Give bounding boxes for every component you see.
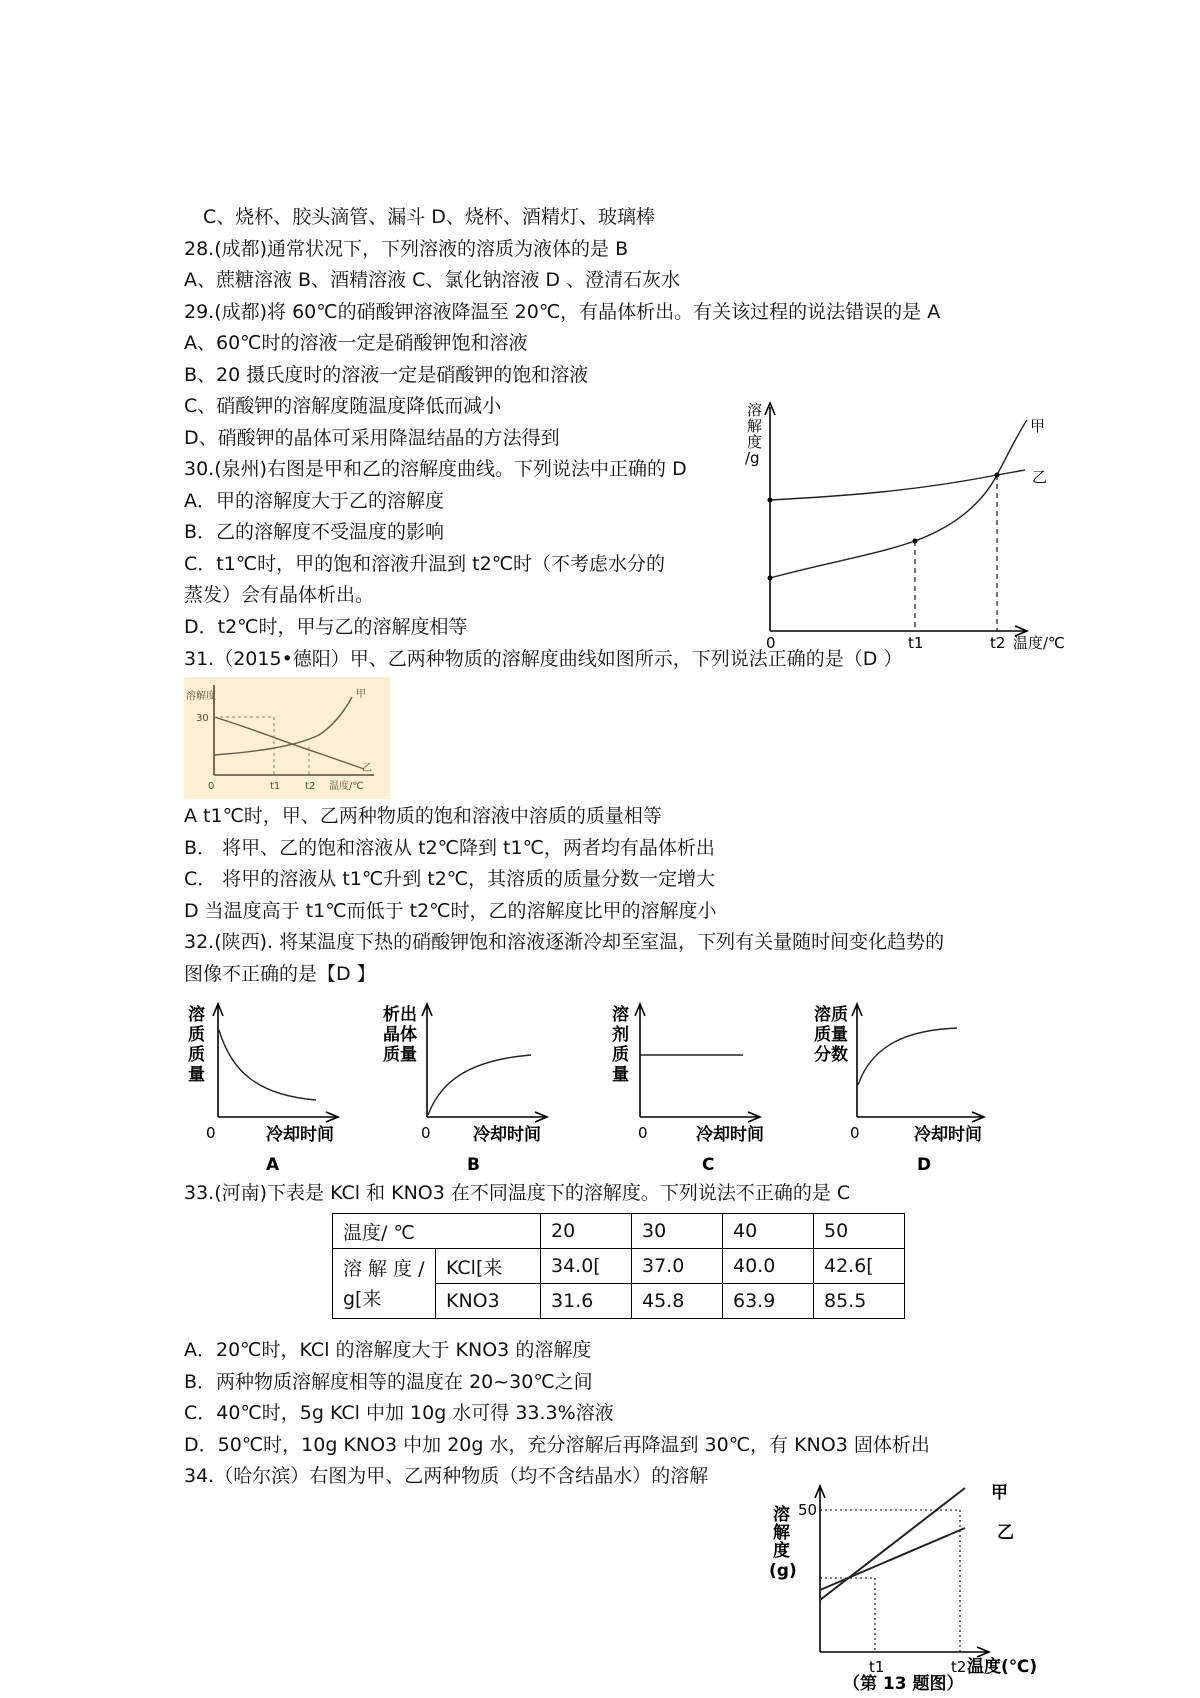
q32d-curve — [858, 1028, 957, 1085]
q29-option-a: A、60℃时的溶液一定是硝酸钾饱和溶液 — [184, 332, 528, 354]
q34-label-jia: 甲 — [991, 1483, 1008, 1503]
q30-ylabel-1: 溶 — [747, 401, 763, 419]
q28-options: A、蔗糖溶液 B、酒精溶液 C、氯化钠溶液 D 、澄清石灰水 — [184, 269, 681, 291]
q31-tick-30: 30 — [196, 713, 209, 724]
q30-ylabel-2: 解 — [747, 417, 763, 435]
q32a-letter: A — [266, 1155, 280, 1175]
table-cell: 85.5 — [814, 1284, 905, 1319]
q28-stem: 28.(成都)通常状况下，下列溶液的溶质为液体的是 B — [184, 238, 629, 260]
table-cell: 37.0 — [632, 1249, 723, 1284]
q31-label-yi: 乙 — [362, 763, 372, 774]
q31-ylabel: 溶解度 — [186, 691, 216, 702]
q32c-origin: 0 — [638, 1124, 648, 1142]
q34-tick-t1: t1 — [869, 1658, 885, 1676]
q30-stem: 30.(泉州)右图是甲和乙的溶解度曲线。下列说法中正确的 D — [184, 458, 687, 480]
q30-option-b: B．乙的溶解度不受温度的影响 — [184, 521, 445, 543]
q32d-ylabel-2: 质量 — [814, 1025, 848, 1045]
table-row — [333, 1249, 905, 1284]
q31-solubility-chart — [184, 677, 390, 799]
q33-option-d: D．50℃时，10g KNO3 中加 20g 水，充分溶解后再降温到 30℃，有 KNO3 固体析出 — [184, 1434, 930, 1456]
q30-ylabel-4: /g — [745, 449, 760, 467]
q29-option-b: B、20 摄氏度时的溶液一定是硝酸钾的饱和溶液 — [184, 364, 589, 386]
q34-xlabel: 温度(℃) — [967, 1657, 1038, 1677]
table-cell: 45.8 — [632, 1284, 723, 1319]
q34-tick-t2: t2 — [951, 1658, 967, 1676]
q34-ylabel-3: 度 — [773, 1541, 790, 1561]
q30-curve-yi — [770, 470, 1025, 500]
q31-option-c: C． 将甲的溶液从 t1℃升到 t2℃，其溶质的质量分数一定增大 — [184, 868, 716, 890]
q30-tick-t1: t1 — [908, 634, 924, 652]
q32a-ylabel-4: 量 — [188, 1065, 205, 1085]
q33-solubility-table — [332, 1213, 905, 1319]
q34-ylabel-4: (g) — [769, 1561, 797, 1581]
q32c-ylabel-4: 量 — [612, 1065, 629, 1085]
q30-label-jia: 甲 — [1030, 417, 1046, 435]
q32b-ylabel-2: 晶体 — [383, 1025, 417, 1045]
q31-xlabel: 温度/℃ — [329, 781, 364, 792]
table-rowgroup-label: 溶 解 度 /g[来 — [333, 1249, 436, 1319]
table-header-row — [333, 1214, 905, 1249]
q31-origin: 0 — [208, 781, 215, 792]
q27-options-line: C、烧杯、胶头滴管、漏斗 D、烧杯、酒精灯、玻璃棒 — [203, 206, 655, 228]
q32c-letter: C — [702, 1155, 715, 1175]
q32a-curve — [219, 1030, 316, 1100]
table-header-cell: 30 — [632, 1214, 723, 1249]
q31-stem: 31.（2015•德阳）甲、乙两种物质的溶解度曲线如图所示，下列说法正确的是（D ） — [184, 648, 903, 670]
q34-stem: 34.（哈尔滨）右图为甲、乙两种物质（均不含结晶水）的溶解 — [184, 1465, 709, 1487]
table-header-cell: 20 — [541, 1214, 632, 1249]
q32d-ylabel-3: 分数 — [814, 1045, 848, 1065]
q31-tick-t1: t1 — [270, 781, 281, 792]
q31-label-jia: 甲 — [356, 689, 366, 700]
q32d-ylabel-1: 溶质 — [814, 1005, 848, 1025]
q32b-letter: B — [467, 1155, 480, 1175]
q30-solubility-chart — [735, 395, 1065, 652]
q32-graph-d — [812, 1000, 997, 1175]
q32-stem-line1: 32.(陕西). 将某温度下热的硝酸钾饱和溶液逐渐冷却至室温，下列有关量随时间变化趋势的 — [184, 931, 945, 953]
table-cell: 42.6[ — [814, 1249, 905, 1284]
q32c-ylabel-1: 溶 — [612, 1005, 629, 1025]
q31-tick-t2: t2 — [305, 781, 316, 792]
table-row-name: KNO3 — [436, 1284, 541, 1319]
q30-ylabel-3: 度 — [747, 433, 763, 451]
q34-solubility-chart — [765, 1480, 1055, 1694]
table-cell: 40.0 — [723, 1249, 814, 1284]
q32b-ylabel-3: 质量 — [383, 1045, 417, 1065]
q29-stem: 29.(成都)将 60℃的硝酸钾溶液降温至 20℃，有晶体析出。有关该过程的说法错误的是 A — [184, 301, 941, 323]
q30-point-jia-start — [768, 576, 773, 581]
q33-option-a: A．20℃时，KCl 的溶解度大于 KNO3 的溶解度 — [184, 1339, 592, 1361]
q34-ylabel-1: 溶 — [773, 1505, 790, 1525]
q32-graph-c — [608, 1000, 778, 1175]
q31-option-d: D 当温度高于 t1℃而低于 t2℃时，乙的溶解度比甲的溶解度小 — [184, 900, 717, 922]
q32b-xlabel: 冷却时间 — [473, 1125, 541, 1145]
q30-tick-t2: t2 — [990, 634, 1006, 652]
table-header-cell: 温度/ ℃ — [333, 1214, 541, 1249]
q32c-ylabel-3: 质 — [612, 1045, 629, 1065]
q34-label-yi: 乙 — [997, 1523, 1014, 1543]
q32-stem-line2: 图像不正确的是【D 】 — [184, 963, 376, 985]
q32b-curve — [428, 1055, 531, 1115]
q32c-xlabel: 冷却时间 — [696, 1125, 764, 1145]
q30-label-yi: 乙 — [1032, 468, 1048, 486]
table-header-cell: 50 — [814, 1214, 905, 1249]
q34-ylabel-2: 解 — [773, 1523, 790, 1543]
q32c-ylabel-2: 剂 — [612, 1025, 629, 1045]
q34-curve-jia — [820, 1488, 965, 1600]
q33-option-c: C．40℃时，5g KCl 中加 10g 水可得 33.3%溶液 — [184, 1402, 614, 1424]
q32a-ylabel-1: 溶 — [188, 1005, 205, 1025]
q32a-xlabel: 冷却时间 — [266, 1125, 334, 1145]
q32-graph-a — [186, 1000, 356, 1175]
q30-point-yi-start — [768, 498, 773, 503]
q32d-origin: 0 — [850, 1124, 860, 1142]
table-cell: 34.0[ — [541, 1249, 632, 1284]
q32d-letter: D — [917, 1155, 932, 1175]
q32-graph-b — [381, 1000, 561, 1175]
q34-caption: （第 13 题图） — [843, 1674, 964, 1694]
q30-origin: 0 — [766, 634, 776, 652]
q29-option-c: C、硝酸钾的溶解度随温度降低而减小 — [184, 395, 502, 417]
q30-option-c-line1: C．t1℃时，甲的饱和溶液升温到 t2℃时（不考虑水分的 — [184, 553, 666, 575]
q32a-origin: 0 — [206, 1124, 216, 1142]
q34-curve-yi — [820, 1528, 965, 1590]
q30-xlabel: 温度/℃ — [1013, 634, 1065, 652]
q29-option-d: D、硝酸钾的晶体可采用降温结晶的方法得到 — [184, 427, 560, 449]
q32b-ylabel-1: 析出 — [383, 1005, 417, 1025]
q31-option-b: B． 将甲、乙的饱和溶液从 t2℃降到 t1℃，两者均有晶体析出 — [184, 837, 715, 859]
table-cell: 63.9 — [723, 1284, 814, 1319]
q32a-ylabel-3: 质 — [188, 1045, 205, 1065]
table-row-name: KCl[来 — [436, 1249, 541, 1284]
q33-stem: 33.(河南)下表是 KCl 和 KNO3 在不同温度下的溶解度。下列说法不正确的是 C — [184, 1182, 851, 1204]
q30-option-a: A．甲的溶解度大于乙的溶解度 — [184, 490, 444, 512]
q30-curve-jia — [770, 420, 1027, 578]
q33-option-b: B．两种物质溶解度相等的温度在 20~30℃之间 — [184, 1371, 593, 1393]
q32a-ylabel-2: 质 — [188, 1025, 205, 1045]
table-cell: 31.6 — [541, 1284, 632, 1319]
q30-option-c-line2: 蒸发）会有晶体析出。 — [184, 584, 375, 606]
q34-tick-50: 50 — [798, 1501, 818, 1519]
q32d-xlabel: 冷却时间 — [914, 1125, 982, 1145]
q31-option-a: A t1℃时，甲、乙两种物质的饱和溶液中溶质的质量相等 — [184, 805, 662, 827]
q32b-origin: 0 — [421, 1124, 431, 1142]
table-header-cell: 40 — [723, 1214, 814, 1249]
q30-option-d: D．t2℃时，甲与乙的溶解度相等 — [184, 616, 468, 638]
